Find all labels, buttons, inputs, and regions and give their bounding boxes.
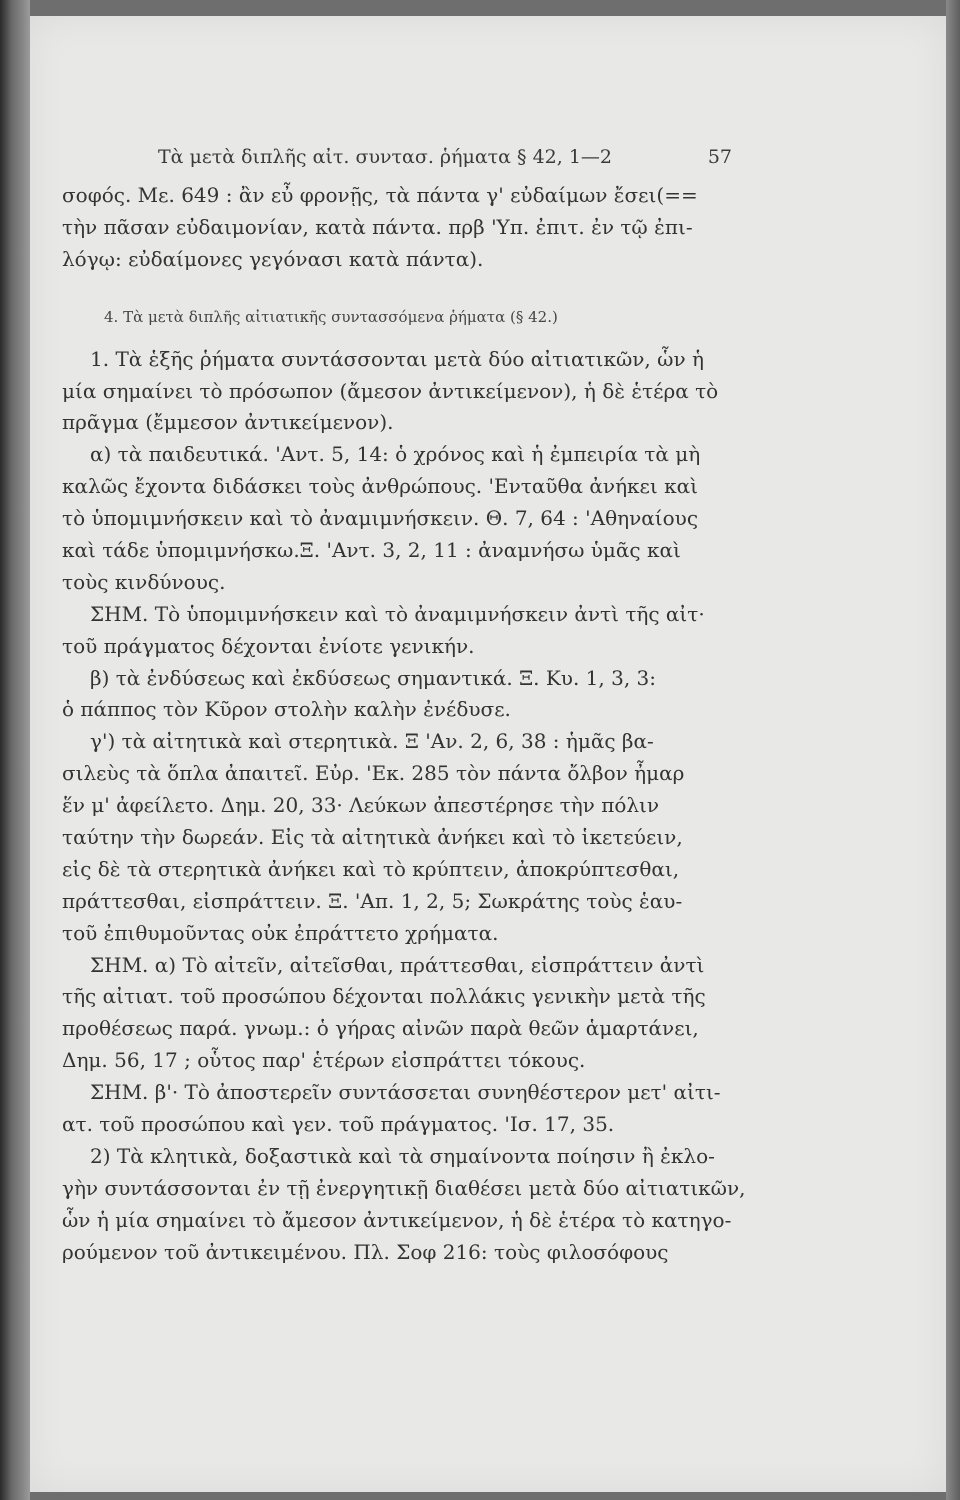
text-line: σοφός. Με. 649 : ἂν εὖ φρονῇς, τὰ πάντα γ' εὐδαίμων ἔσει(== [62, 183, 698, 207]
text-line: καλῶς ἔχοντα διδάσκει τοὺς ἀνθρώπους. 'Ενταῦθα ἀνήκει καὶ [62, 474, 698, 499]
text-line: γὴν συντάσσονται ἐν τῇ ἐνεργητικῇ διαθέσει μετὰ δύο αἰτιατικῶν, [62, 1175, 746, 1200]
text-line: ταύτην τὴν δωρεάν. Εἰς τὰ αἰτητικὰ ἀνήκει καὶ τὸ ἱκετεύειν, [62, 825, 683, 850]
text-line: τοὺς κινδύνους. [62, 569, 226, 594]
text-line: σιλεὺς τὰ ὅπλα ἀπαιτεῖ. Εὐρ. 'Εκ. 285 τὸν πάντα ὄλβον ἦμαρ [62, 761, 685, 786]
text-line: 2) Τὰ κλητικὰ, δοξαστικὰ καὶ τὰ σημαίνοντα ποίησιν ἢ ἐκλο- [90, 1143, 715, 1168]
section-heading: 4. Τὰ μετὰ διπλῆς αἰτιατικῆς συντασσόμενα ῥήματα (§ 42.) [104, 307, 558, 326]
text-line: τοῦ ἐπιθυμοῦντας οὐκ ἐπράττετο χρήματα. [62, 920, 499, 945]
text-line: εἰς δὲ τὰ στερητικὰ ἀνήκει καὶ τὸ κρύπτειν, ἀποκρύπτεσθαι, [62, 856, 680, 881]
text-line: ὁ πάππος τὸν Κῦρον στολὴν καλὴν ἐνέδυσε. [62, 697, 511, 722]
text-line: ἕν μ' ἀφείλετο. Δημ. 20, 33· Λεύκων ἀπεστέρησε τὴν πόλιν [62, 793, 660, 818]
text-line: τὴν πᾶσαν εὐδαιμονίαν, κατὰ πάντα. πρβ 'Υπ. ἐπιτ. ἐν τῷ ἐπι- [62, 214, 693, 239]
body-paragraphs [62, 344, 746, 1269]
text-line: ΣΗΜ. α) Τὸ αἰτεῖν, αἰτεῖσθαι, πράττεσθαι, εἰσπράττειν ἀντὶ [90, 952, 705, 977]
text-line: προθέσεως παρά. γνωμ.: ὁ γήρας αἰνῶν παρὰ θεῶν ἁμαρτάνει, [62, 1016, 699, 1041]
text-line: μία σημαίνει τὸ πρόσωπον (ἄμεσον ἀντικείμενον), ἡ δὲ ἑτέρα τὸ [62, 378, 719, 403]
text-line: τὸ ὑπομιμνήσκειν καὶ τὸ ἀναμιμνήσκειν. Θ. 7, 64 : 'Αθηναίους [62, 506, 699, 531]
text-line: 1. Τὰ ἑξῆς ῥήματα συντάσσονται μετὰ δύο αἰτιατικῶν, ὧν ἡ [90, 346, 704, 371]
text-line: β) τὰ ἐνδύσεως καὶ ἐκδύσεως σημαντικά. Ξ. Κυ. 1, 3, 3: [90, 665, 657, 690]
page-right-edge [946, 0, 960, 1500]
text-line: ΣΗΜ. β'· Τὸ ἀποστερεῖν συντάσσεται συνηθέστερον μετ' αἰτι- [90, 1080, 721, 1105]
text-line: λόγῳ: εὐδαίμονες γεγόνασι κατὰ πάντα). [62, 246, 484, 271]
running-header [158, 146, 738, 176]
text-line: Δημ. 56, 17 ; οὗτος παρ' ἑτέρων εἰσπράττει τόκους. [62, 1048, 586, 1073]
text-line: γ') τὰ αἰτητικὰ καὶ στερητικὰ. Ξ 'Αν. 2, 6, 38 : ἡμᾶς βα- [90, 729, 654, 754]
running-title: Τὰ μετὰ διπλῆς αἰτ. συντασ. ῥήματα § 42, 1—2 [158, 146, 613, 168]
text-line: ατ. τοῦ προσώπου καὶ γεν. τοῦ πράγματος. 'Ισ. 17, 35. [62, 1112, 615, 1137]
text-line: πράττεσθαι, εἰσπράττειν. Ξ. 'Απ. 1, 2, 5; Σωκράτης τοὺς ἑαυ- [62, 888, 683, 913]
text-line: πρᾶγμα (ἔμμεσον ἀντικείμενον). [62, 410, 394, 435]
text-line: α) τὰ παιδευτικά. 'Αντ. 5, 14: ὁ χρόνος καὶ ἡ ἐμπειρία τὰ μὴ [90, 442, 701, 467]
text-line: τοῦ πράγματος δέχονται ἐνίοτε γενικήν. [62, 633, 475, 658]
text-line: καὶ τάδε ὑπομιμνήσκω.Ξ. 'Αντ. 3, 2, 11 : ἀναμνήσω ὑμᾶς καὶ [62, 538, 681, 563]
text-line: ὧν ἡ μία σημαίνει τὸ ἄμεσον ἀντικείμενον, ἡ δὲ ἑτέρα τὸ κατηγο- [62, 1207, 732, 1232]
page-text [62, 180, 746, 1269]
page-number: 57 [707, 146, 732, 168]
text-line: τῆς αἰτιατ. τοῦ προσώπου δέχονται πολλάκις γενικὴν μετὰ τῆς [62, 984, 706, 1009]
book-gutter [0, 0, 30, 1500]
text-line: ρούμενον τοῦ ἀντικειμένου. Πλ. Σοφ 216: τοὺς φιλοσόφους [62, 1239, 669, 1264]
text-line: ΣΗΜ. Τὸ ὑπομιμνήσκειν καὶ τὸ ἀναμιμνήσκειν ἀντὶ τῆς αἰτ· [90, 601, 705, 626]
